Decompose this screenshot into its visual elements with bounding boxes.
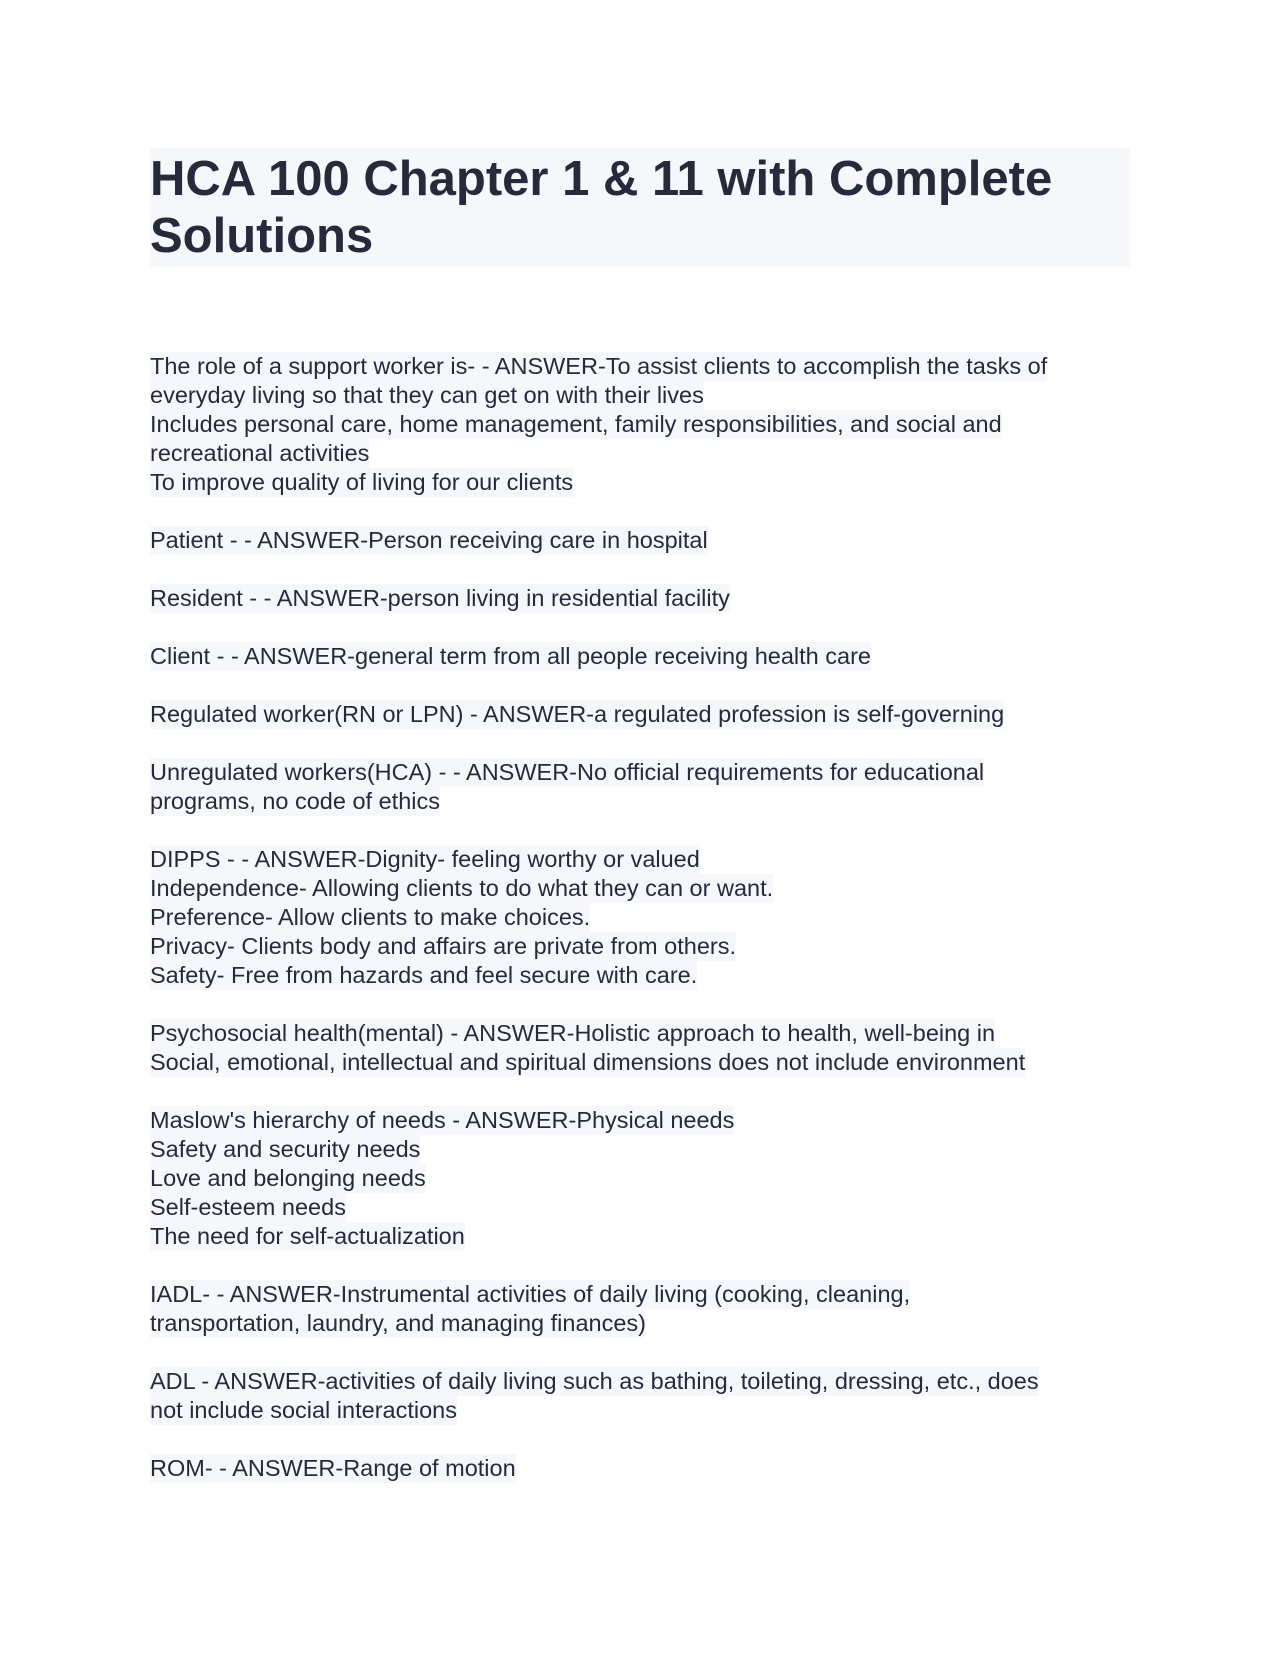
qa-entry-question-line: ADL - ANSWER-activities of daily living such as bathing, toileting, dressing, etc., does (150, 1368, 1039, 1394)
qa-entry-question-line: The role of a support worker is- - ANSWER-To assist clients to accomplish the tasks of (150, 353, 1048, 379)
qa-entry-text-line: transportation, laundry, and managing finances) (150, 1310, 646, 1336)
qa-entry-text-line: Love and belonging needs (150, 1165, 426, 1191)
qa-entry-text-line: programs, no code of ethics (150, 788, 440, 814)
document-page (150, 148, 1130, 1512)
qa-entry (150, 642, 1130, 671)
qa-entry (150, 1019, 1130, 1077)
qa-entry-question-line: Unregulated workers(HCA) - - ANSWER-No official requirements for educational (150, 759, 985, 785)
title-line-2: Solutions (150, 209, 374, 263)
qa-entry-question-line: DIPPS - - ANSWER-Dignity- feeling worthy or valued (150, 846, 700, 872)
qa-entry (150, 1367, 1130, 1425)
qa-entry-text-line: Privacy- Clients body and affairs are private from others. (150, 933, 737, 959)
qa-entry (150, 1106, 1130, 1251)
qa-entry (150, 700, 1130, 729)
qa-entry (150, 758, 1130, 816)
qa-entries (150, 352, 1130, 1483)
qa-entry-text-line: Social, emotional, intellectual and spiritual dimensions does not include environment (150, 1049, 1026, 1075)
qa-entry-question-line: Client - - ANSWER-general term from all people receiving health care (150, 643, 871, 669)
qa-entry-text-line: Includes personal care, home management, family responsibilities, and social and (150, 411, 1002, 437)
qa-entry-text-line: everyday living so that they can get on with their lives (150, 382, 704, 408)
qa-entry-question-line: Maslow's hierarchy of needs - ANSWER-Physical needs (150, 1107, 735, 1133)
qa-entry (150, 352, 1130, 497)
document-title (150, 151, 1130, 265)
qa-entry (150, 845, 1130, 990)
qa-entry-text-line: To improve quality of living for our clients (150, 469, 574, 495)
qa-entry-text-line: Preference- Allow clients to make choices. (150, 904, 591, 930)
title-block (150, 148, 1130, 267)
qa-entry-question-line: Resident - - ANSWER-person living in residential facility (150, 585, 730, 611)
qa-entry (150, 584, 1130, 613)
qa-entry (150, 526, 1130, 555)
qa-entry-text-line: Safety- Free from hazards and feel secure with care. (150, 962, 698, 988)
qa-entry-question-line: Patient - - ANSWER-Person receiving care in hospital (150, 527, 708, 553)
qa-entry-text-line: The need for self-actualization (150, 1223, 465, 1249)
qa-entry-text-line: recreational activities (150, 440, 370, 466)
qa-entry-text-line: Safety and security needs (150, 1136, 421, 1162)
qa-entry-question-line: IADL- - ANSWER-Instrumental activities of daily living (cooking, cleaning, (150, 1281, 911, 1307)
qa-entry (150, 1280, 1130, 1338)
qa-entry-question-line: Psychosocial health(mental) - ANSWER-Holistic approach to health, well-being in (150, 1020, 996, 1046)
qa-entry-question-line: ROM- - ANSWER-Range of motion (150, 1455, 516, 1481)
qa-entry (150, 1454, 1130, 1483)
qa-entry-text-line: not include social interactions (150, 1397, 457, 1423)
qa-entry-question-line: Regulated worker(RN or LPN) - ANSWER-a regulated profession is self-governing (150, 701, 1005, 727)
title-line-1: HCA 100 Chapter 1 & 11 with Complete (150, 152, 1053, 206)
qa-entry-text-line: Self-esteem needs (150, 1194, 346, 1220)
qa-entry-text-line: Independence- Allowing clients to do what they can or want. (150, 875, 774, 901)
